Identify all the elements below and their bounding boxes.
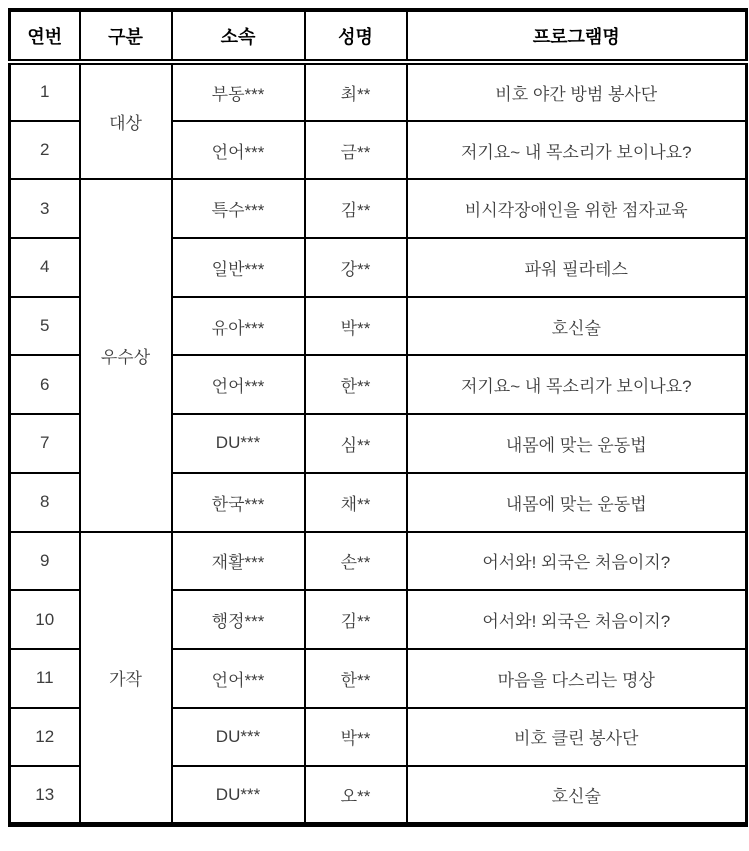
cell-category: 가작 (80, 532, 172, 825)
cell-program: 내몸에 맞는 운동법 (407, 414, 747, 473)
cell-affiliation: 부동*** (172, 62, 305, 121)
cell-program: 비시각장애인을 위한 점자교육 (407, 179, 747, 238)
cell-program: 마음을 다스리는 명상 (407, 649, 747, 708)
cell-affiliation: DU*** (172, 708, 305, 767)
cell-name: 박** (305, 297, 407, 356)
cell-affiliation: 행정*** (172, 590, 305, 649)
cell-name: 한** (305, 355, 407, 414)
cell-number: 8 (10, 473, 80, 532)
cell-name: 최** (305, 62, 407, 121)
cell-category: 대상 (80, 62, 172, 179)
cell-name: 채** (305, 473, 407, 532)
cell-number: 2 (10, 121, 80, 180)
cell-number: 12 (10, 708, 80, 767)
cell-program: 비호 클린 봉사단 (407, 708, 747, 767)
cell-affiliation: 언어*** (172, 355, 305, 414)
header-number: 연번 (10, 10, 80, 62)
cell-program: 어서와! 외국은 처음이지? (407, 532, 747, 591)
cell-program: 저기요~ 내 목소리가 보이나요? (407, 355, 747, 414)
cell-category: 우수상 (80, 179, 172, 531)
table-row (10, 62, 747, 121)
cell-affiliation: 유아*** (172, 297, 305, 356)
header-program: 프로그램명 (407, 10, 747, 62)
cell-number: 13 (10, 766, 80, 825)
cell-number: 3 (10, 179, 80, 238)
cell-program: 비호 야간 방범 봉사단 (407, 62, 747, 121)
cell-affiliation: DU*** (172, 414, 305, 473)
table-row (10, 532, 747, 591)
cell-name: 김** (305, 590, 407, 649)
cell-affiliation: 한국*** (172, 473, 305, 532)
cell-program: 파워 필라테스 (407, 238, 747, 297)
cell-affiliation: 일반*** (172, 238, 305, 297)
cell-program: 저기요~ 내 목소리가 보이나요? (407, 121, 747, 180)
cell-name: 한** (305, 649, 407, 708)
cell-affiliation: DU*** (172, 766, 305, 825)
header-category: 구분 (80, 10, 172, 62)
cell-name: 오** (305, 766, 407, 825)
cell-name: 박** (305, 708, 407, 767)
cell-program: 호신술 (407, 297, 747, 356)
cell-name: 금** (305, 121, 407, 180)
program-award-table (8, 8, 748, 827)
cell-affiliation: 특수*** (172, 179, 305, 238)
header-name: 성명 (305, 10, 407, 62)
cell-affiliation: 언어*** (172, 121, 305, 180)
cell-affiliation: 언어*** (172, 649, 305, 708)
cell-number: 4 (10, 238, 80, 297)
table-header (10, 10, 747, 62)
header-affiliation: 소속 (172, 10, 305, 62)
cell-name: 손** (305, 532, 407, 591)
cell-name: 강** (305, 238, 407, 297)
cell-number: 1 (10, 62, 80, 121)
cell-number: 11 (10, 649, 80, 708)
cell-number: 7 (10, 414, 80, 473)
cell-program: 내몸에 맞는 운동법 (407, 473, 747, 532)
cell-number: 5 (10, 297, 80, 356)
cell-number: 9 (10, 532, 80, 591)
cell-program: 호신술 (407, 766, 747, 825)
cell-name: 김** (305, 179, 407, 238)
cell-name: 심** (305, 414, 407, 473)
cell-number: 6 (10, 355, 80, 414)
cell-number: 10 (10, 590, 80, 649)
table-row (10, 179, 747, 238)
cell-affiliation: 재활*** (172, 532, 305, 591)
cell-program: 어서와! 외국은 처음이지? (407, 590, 747, 649)
table-body (10, 62, 747, 825)
header-row (10, 10, 747, 62)
